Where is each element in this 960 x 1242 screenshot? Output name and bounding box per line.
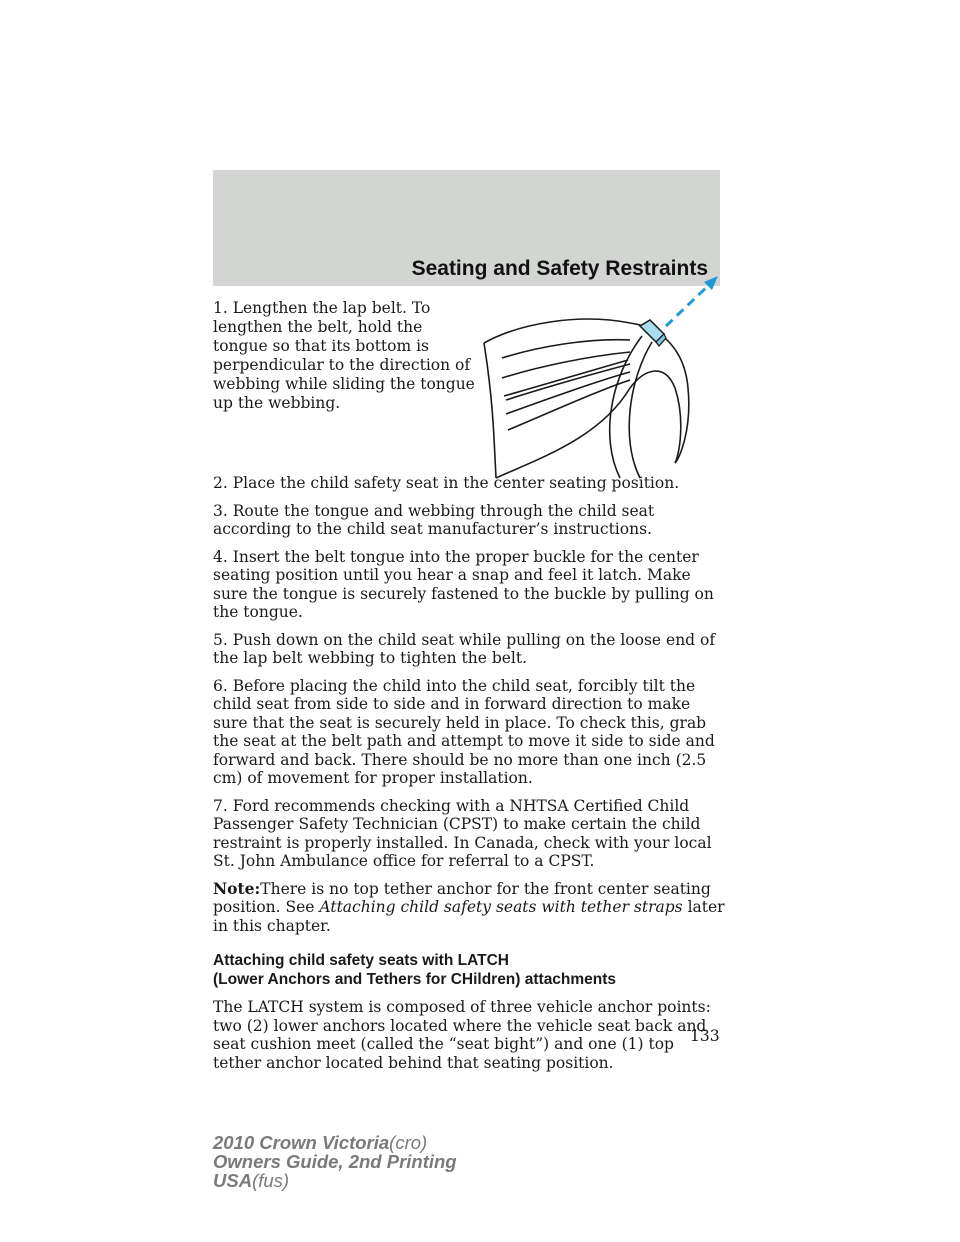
footer-model: 2010 Crown Victoria <box>213 1132 390 1153</box>
footer-market-code: (fus) <box>252 1170 290 1191</box>
latch-heading-line-2: (Lower Anchors and Tethers for CHildren) attachments <box>213 971 617 988</box>
step-3-text: 3. Route the tongue and webbing through the child seat according to the child seat manufacturer’s instructions. <box>213 501 655 538</box>
step-6-text: 6. Before placing the child into the child seat, forcibly tilt the child seat from side to side and in forward direction to make sure that the seat is securely held in place. To check this, grab the seat at the belt path and attempt to move it side to side and forward and back. There should be no more than one inch (2.5 cm) of movement for proper installation. <box>213 676 715 787</box>
step-1-text: 1. Lengthen the lap belt. To lengthen the belt, hold the tongue so that its bottom is perpendicular to the direction of webbing while sliding the tongue up the webbing. <box>213 299 475 412</box>
footer-guide: Owners Guide, 2nd Printing <box>213 1151 457 1172</box>
note-paragraph <box>213 880 725 936</box>
section-title: Seating and Safety Restraints <box>411 257 708 280</box>
step-5-text: 5. Push down on the child seat while pulling on the loose end of the lap belt webbing to tighten the belt. <box>213 630 716 667</box>
step-2-text: 2. Place the child safety seat in the center seating position. <box>213 474 680 492</box>
footer-model-code: (cro) <box>389 1132 428 1153</box>
step-4-text: 4. Insert the belt tongue into the proper buckle for the center seating position until you hear a snap and feel it latch. Make sure the tongue is securely fastened to the buckle by pulling on the tongue. <box>213 547 714 621</box>
latch-heading <box>213 951 725 989</box>
note-text-1: There is no top tether anchor for the front center seating position. See <box>213 879 711 916</box>
page-number: 133 <box>690 1027 720 1045</box>
step-7-text: 7. Ford recommends checking with a NHTSA Certified Child Passenger Safety Technician (CPST) to make certain the child restraint is properly installed. In Canada, check with your local St. John Ambulance office for referral to a CPST. <box>213 796 712 870</box>
footer-market: USA <box>213 1170 253 1191</box>
note-label: Note: <box>213 878 261 898</box>
note-cross-reference: Attaching child safety seats with tether straps <box>319 898 683 916</box>
direction-arrow-icon <box>666 276 718 326</box>
print-footer <box>213 1133 457 1190</box>
body-text <box>213 474 725 1081</box>
latch-paragraph: The LATCH system is composed of three vehicle anchor points: two (2) lower anchors located where the vehicle seat back and seat cushion meet (called the “seat bight”) and one (1) top tether anchor located behind that seating position. <box>213 998 711 1072</box>
belt-tongue-icon <box>640 320 666 346</box>
note-text-2: later in this chapter. <box>213 898 725 935</box>
seatbelt-illustration <box>480 268 722 490</box>
latch-heading-line-1: Attaching child safety seats with LATCH <box>213 952 509 969</box>
